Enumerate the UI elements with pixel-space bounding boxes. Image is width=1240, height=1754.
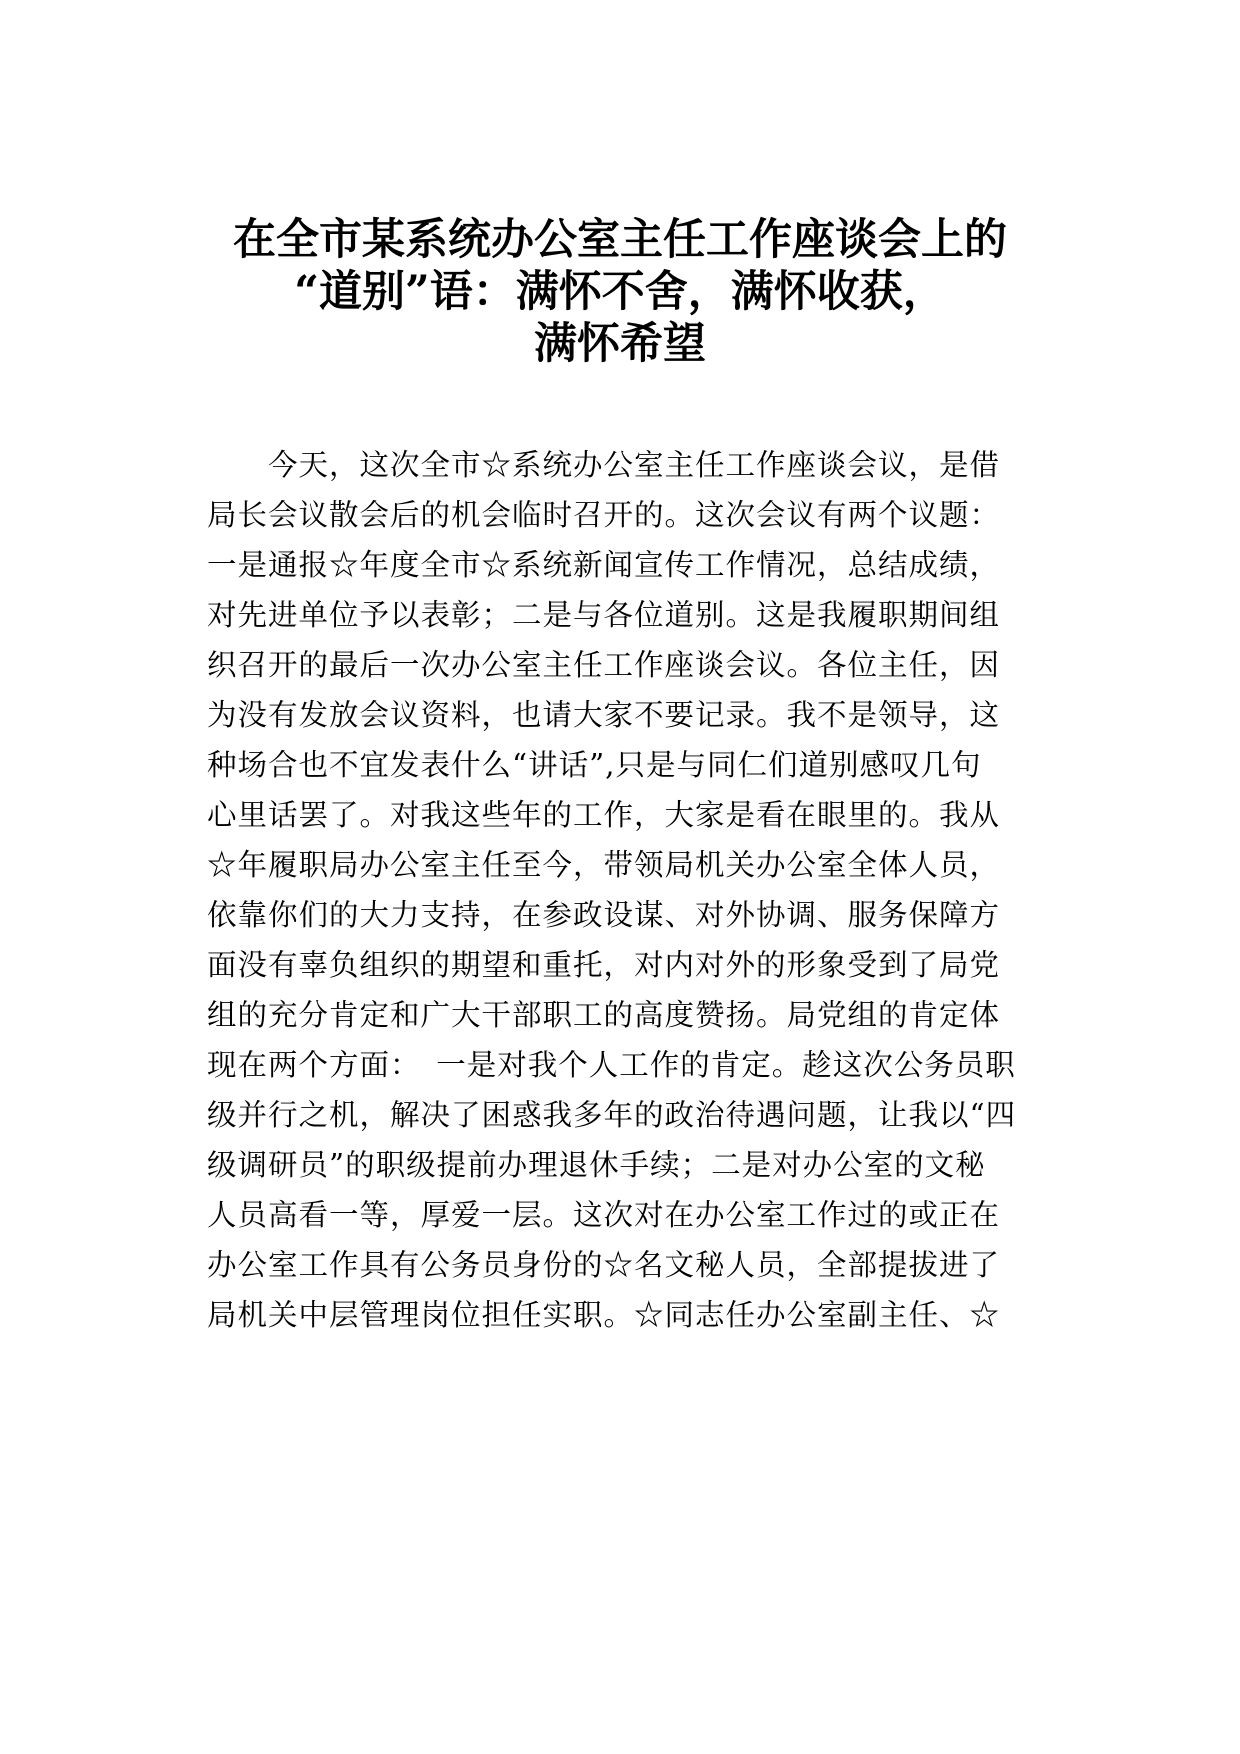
body-line: 织召开的最后一次办公室主任工作座谈会议。各位主任，因 [207,648,1001,682]
title-line-1: 在全市某系统办公室主任工作座谈会上的 [233,215,1007,265]
document-title [160,214,1080,370]
body-line: 级调研员”的职级提前办理退休手续；二是对办公室的文秘 [207,1148,986,1182]
body-line: 局机关中层管理岗位担任实职。☆同志任办公室副主任、☆ [207,1298,1001,1332]
body-line: 今天，这次全市☆系统办公室主任工作座谈会议，是借 [207,448,1001,482]
body-line: 级并行之机，解决了困惑我多年的政治待遇问题，让我以“四 [207,1098,1017,1132]
body-line: 对先进单位予以表彰；二是与各位道别。这是我履职期间组 [207,598,1001,632]
body-line: 为没有发放会议资料，也请大家不要记录。我不是领导，这 [207,698,1001,732]
title-line-3: 满怀希望 [534,319,706,369]
body-line: 组的充分肯定和广大干部职工的高度赞扬。局党组的肯定体 [207,998,1001,1032]
body-line: 人员高看一等，厚爱一层。这次对在办公室工作过的或正在 [207,1198,1001,1232]
body-line: 局长会议散会后的机会临时召开的。这次会议有两个议题： [207,498,1001,532]
body-line: 现在两个方面： 一是对我个人工作的肯定。趁这次公务员职 [207,1048,1016,1082]
body-line: 办公室工作具有公务员身份的☆名文秘人员，全部提拔进了 [207,1248,1001,1282]
document-body [207,440,1069,1340]
body-line: 面没有辜负组织的期望和重托，对内对外的形象受到了局党 [207,948,1001,982]
body-line: 种场合也不宜发表什么“讲话”,只是与同仁们道别感叹几句 [207,748,982,782]
body-line: 一是通报☆年度全市☆系统新闻宣传工作情况，总结成绩， [207,548,1001,582]
title-line-2: “道别”语：满怀不舍，满怀收获， [294,267,946,317]
body-line: ☆年履职局办公室主任至今，带领局机关办公室全体人员， [207,848,1001,882]
body-line: 心里话罢了。对我这些年的工作，大家是看在眼里的。我从 [207,798,1001,832]
body-line: 依靠你们的大力支持，在参政设谋、对外协调、服务保障方 [207,898,1001,932]
